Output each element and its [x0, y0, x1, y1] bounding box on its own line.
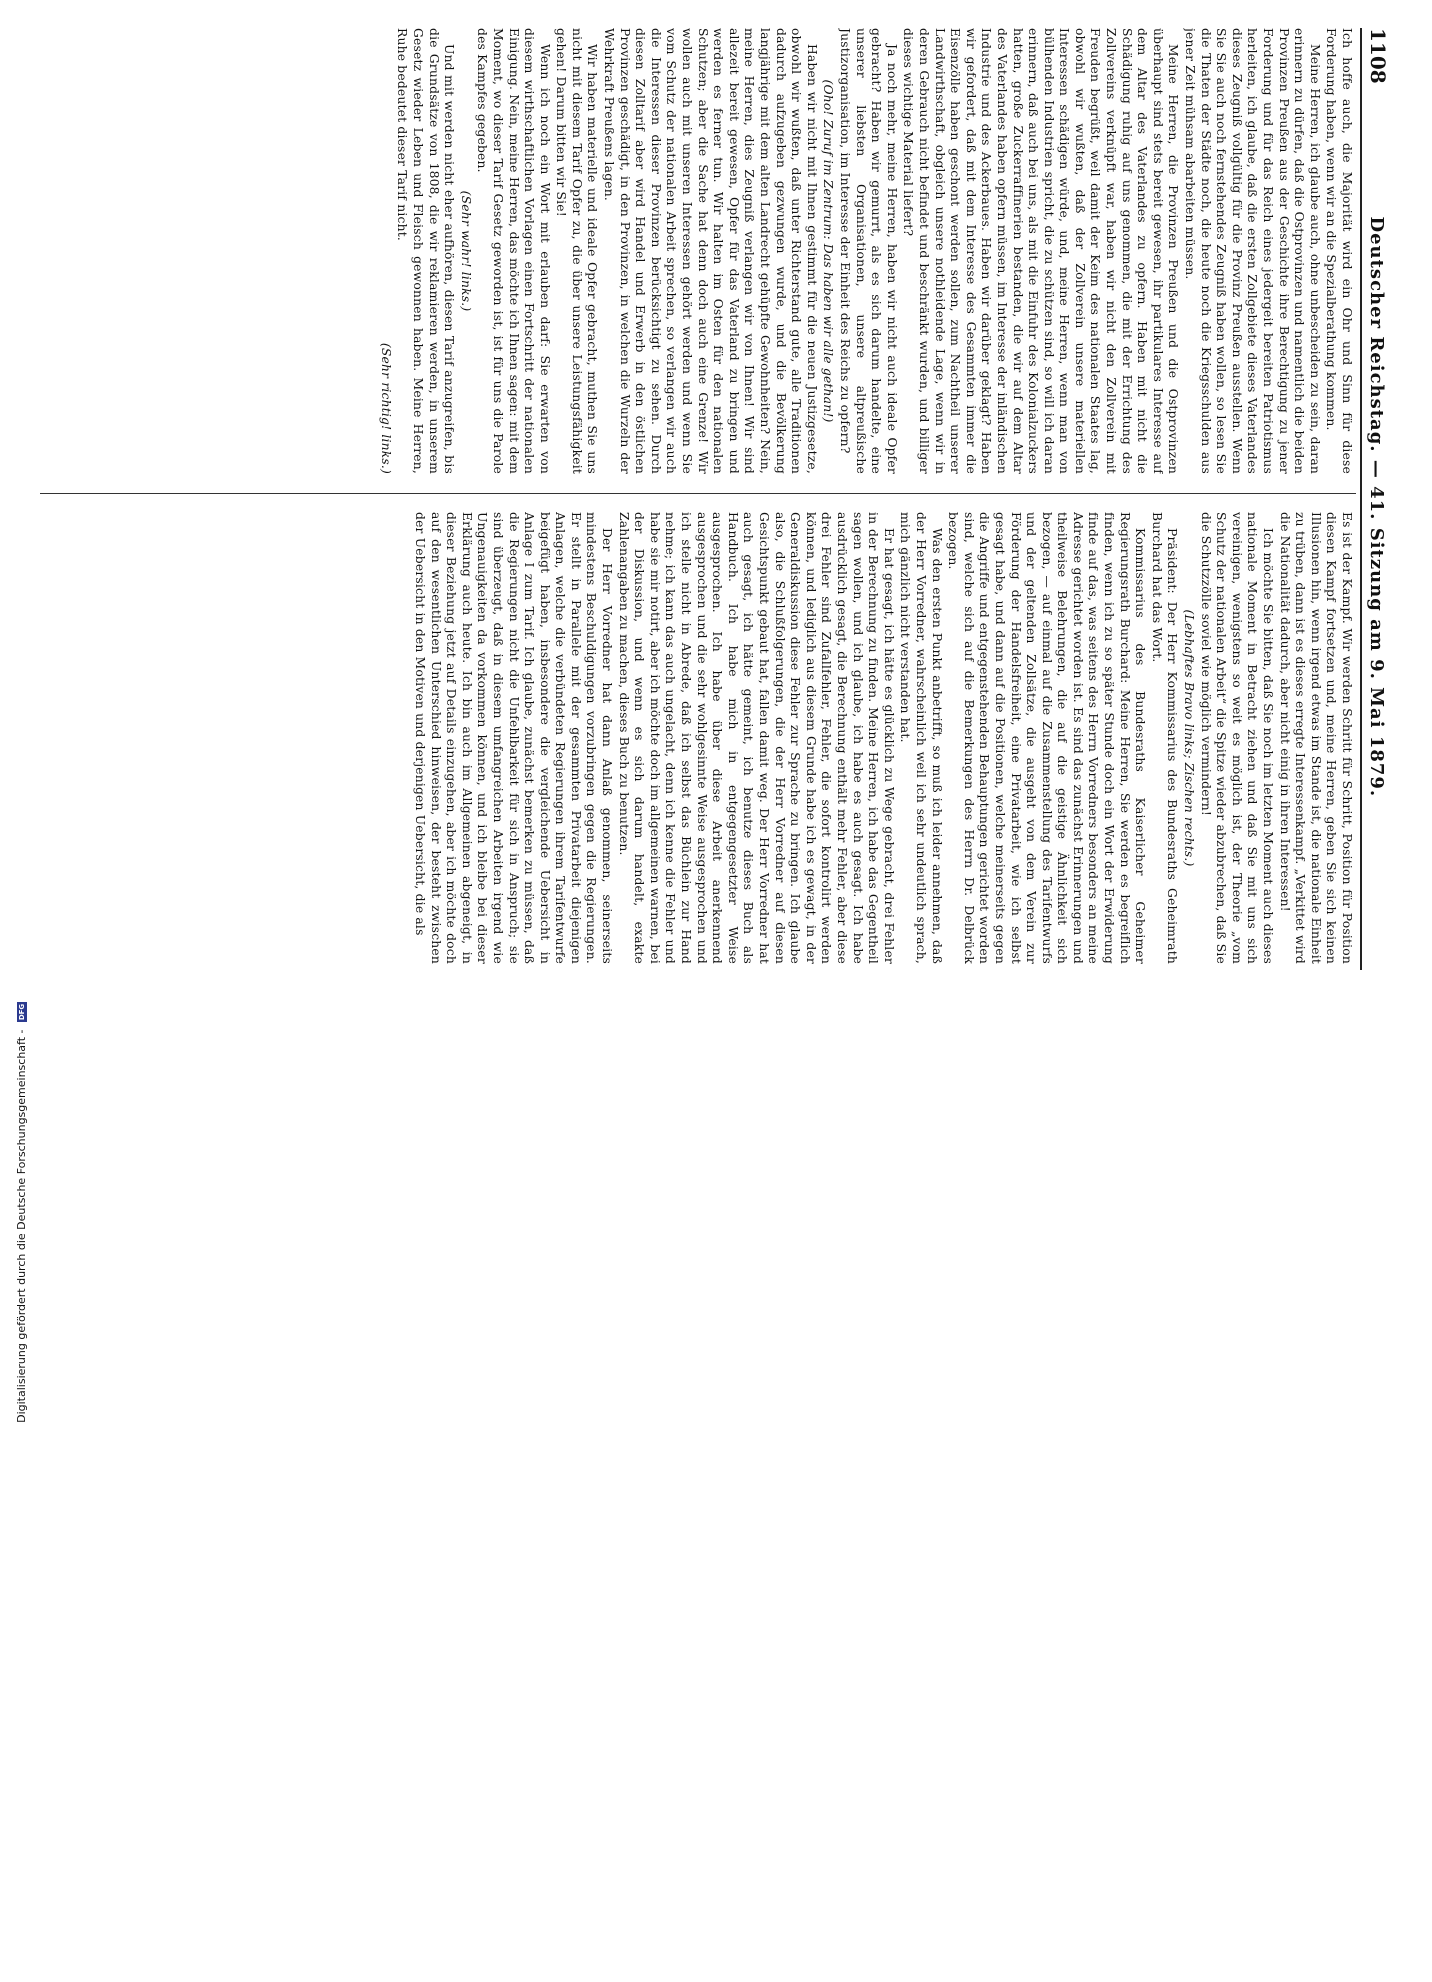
paragraph: Haben wir nicht mit Ihnen gestimmt für die neuen Justizgesetze, obwohl wir wußten, daß unter Richterstand gute, alle Traditionen dadurch aufzugeben gezwungen wurde, und die Bevölkerung langjährige mit dem alten Landrecht gehüpfte Gewohnheiten? Nein, meine Herren, dies Zeugniß verlangen wir von Ihnen! Wir sind allezeit bereit gewesen, Opfer für das Vaterland zu bringen und werden es ferner tun. Wir halten im Osten für den nationalen Schutzen; aber die Sache hat denn doch auch eine Grenze! Wir wollen auch mit unseren Interessen gehört werden und wenn Sie vom Schutz der nationalen Arbeit sprechen, so verlangen wir auch die Interessen dieser Provinzen berücksichtigt zu sehen. Durch diesen Zolltarif aber wird Handel und Erwerb in den östlichen Provinzen geschädigt, in den Provinzen, in welchen die Wurzeln der Wehrkraft Preußens lagen. — [602, 28, 819, 474]
paragraph: Wenn ich noch ein Wort mit erlauben darf: Sie erwarten von diesem wirthschaftlichen Vorlagen einen Fortschritt der nationalen Einigung. Nein, meine Herren, das möchte ich Ihnen sagen: mit dem Moment, wo dieser Tarif Gesetz geworden ist, ist für uns die Parole des Kampfes gegeben. — [475, 28, 552, 474]
paragraph: Was den ersten Punkt anbetrifft, so muß ich leider annehmen, daß der Herr Vorredner, wahrscheinlich weil ich sehr undeutlich sprach, mich gänzlich nicht verstanden hat. — [898, 512, 944, 964]
paragraph: Ich hoffe auch, die Majorität wird ein Ohr und Sinn für diese Forderung haben, wenn wir an die Spezialberathung kommen. — [1324, 28, 1354, 474]
footer — [14, 982, 32, 1982]
column-divider — [40, 493, 1356, 494]
right-column — [60, 512, 1354, 964]
paragraph: Präsident: Der Herr Kommissarius des Bundesraths Geheimrath Burchard hat das Wort. — [1149, 512, 1180, 964]
paragraph: Der Herr Vorredner hat dann Anlaß genommen, seinerseits mindestens Beschuldigungen vorzubringen gegen die Regierungen. Er stellt in Parallele mit der gesammten Privatarbeit diejenigen Anlagen, welche die verbündeten Regierungen ihrem Tarifentwurfe beigefügt haben, insbesondere die vergleichende Uebersicht in Anlage I zum Tarif. Ich glaube, zunächst bemerken zu müssen, daß die Regierungen nicht die Unfehlbarkeit für sich in Anspruch; sie sind überzeugt, daß in diesem umfangreichen Arbeiten irgend wie Ungenauigkeiten da vorkommen können, und ich bleibe bei dieser Erklärung auch heute. Ich bin auch im Allgemeinen abgeneigt, in dieser Beziehung jetzt auf Details einzugehen, aber ich möchte doch auf den wesentlichen Unterschied hinweisen, der besteht zwischen der Uebersicht in den Motiven und derjenigen Uebersicht, die als — [412, 512, 615, 964]
left-column — [60, 28, 1354, 474]
paragraph: Ich möchte Sie bitten, daß Sie noch im letzten Moment auch dieses nationale Moment in Betracht ziehen und daß Sie mit uns sich vereinigen, wenigstens so weit es möglich ist, der Theorie „vom Schutz der nationalen Arbeit“ die Spitze wieder abzubrechen, daß Sie die Schutzzölle soviel wie möglich vermindern! — [1198, 512, 1276, 964]
paragraph: (Lebhaftes Bravo links; Zischen rechts.) — [1182, 609, 1197, 867]
footer-text: Digitalisierung gefördert durch die Deutsche Forschungsgemeinschaft - — [15, 1029, 28, 1423]
paragraph: Meine Herren, ich glaube auch, ohne unbescheiden zu sein, daran erinnern zu dürfen, daß die Ostprovinzen und namentlich die beiden Provinzen Preußen aus der Geschichte ihre Berechtigung zu jener Forderung und für das Reich eines jedergeit bereiten Patriotismus herleiten, ich glaube, daß die ersten Zollgebiete dieses Vaterlandes dieses Zeugniß vollgültig für die Provinz Preußen ausstellen. Wenn Sie Sie auch noch fernstehendes Zeugniß haben wollen, so lesen Sie die Thaten der Städte noch, die heute noch die Kriegsschulden aus jener Zeit mühsam abarbeiten müssen. — [1183, 28, 1322, 474]
running-title: Deutscher Reichstag. — 41. Sitzung am 9. Mai 1879. — [1366, 216, 1387, 798]
paragraph: Und mit werden nicht eher aufhören, diesen Tarif anzugreifen, bis die Grundsätze von 1808, die wir reklamieren werden, in unserem Gesetz wieder Leben und Fleisch gewonnen haben. Meine Herren, Ruhe bedeutet dieser Tarif nicht. — [395, 28, 457, 474]
paragraph: (Sehr richtig! links.) — [378, 342, 393, 474]
dfg-logo: DFG — [18, 1003, 26, 1021]
paragraph: (Sehr wahr! links.) — [458, 190, 473, 312]
paragraph: Es ist der Kampf. Wir werden Schritt für Schritt, Position für Position diesen Kampf fortsetzen und, meine Herren, geben Sie sich keinen Illusionen hin, wenn irgend etwas im Stande ist, die nationale Einheit zu trüben, dann ist es dieses erregte Interessenkampf. „Verkittet wird die Nationalität dadurch, aber nicht einig in ihren Interessen! — [1277, 512, 1354, 964]
paragraph: Meine Herren, die Provinzen Preußen und die Ostprovinzen überhaupt sind stets bereit gewesen, ihr partikulares Interesse auf dem Altar des Vaterlandes zu opfern. Haben mit nicht die Schädigung ruhig auf uns genommen, die mit der Errichtung des Zollvereins verknüpft war, haben wir nicht den Zollverein mit Freuden begrüßt, weil damit der Keim des nationalen Staates lag, obwohl wir wußten, daß der Zollverein unsere materiellen Interessen schädigen würde, und, meine Herren, wenn man von bülhenden Industrien spricht, die zu schützen sind, so will ich daran erinnern, daß auch bei uns, als mit die Einfuhr des Kolonialzuckers hatten, große Zuckerraffinerien bestanden, die wir auf dem Altar des Vaterlandes haben opfern müssen, im Interesse der inländischen Industrie und des Ackerbaues. Haben wir darüber geklagt? Haben wir gefordert, daß mit dem Interesse des Gesammten immer die Eisenzölle haben geschont werden sollen, zum Nachtheil unserer Landwirthschaft, obgleich unsere nothleidende Lage, wenn wir in deren Gebrauch nicht befindet und beschränkt wurden, und billiger dieses wichtige Material liefert? — [901, 28, 1181, 474]
paragraph: Kommissarius des Bundesraths Kaiserlicher Geheimer Regierungsrath Burchard: Meine Herren, Sie werden es begreiflich finden, wenn ich zu so später Stunde doch ein Wort der Erwiderung finde auf das, was seitens des Herrn Vorredners besonders an meine Adresse gerichtet worden ist. Es sind das zunächst Erinnerungen und theilweise Belehrungen, die auf die geistige Ähnlichkeit sich bezogen, — auf einmal auf die Zusammenstellung des Tarifentwurfs und der geltenden Zollsätze, die ausgeht von dem Verein zur Förderung der Handelsfreiheit, eine Privatarbeit, wie ich selbst gesagt habe, und dann auf die Positionen, welche meinerseits gegen die Angriffe und entgegenstehenden Behauptungen gerichtet worden sind, welche sich auf die Bemerkungen des Herrn Dr. Delbrück bezogen. — [946, 512, 1148, 964]
page-header — [1360, 28, 1406, 970]
paragraph: Wir haben materielle und ideale Opfer gebracht, muthen Sie uns nicht mit diesem Tarif Opfer zu, die über unsere Leistungsfähigkeit gehen! Darum bitten wir Sie! — [554, 28, 600, 474]
paragraph: (Oho! Zuruf im Zentrum: Das haben wir alle gethan!) — [821, 79, 836, 423]
paragraph: Ja noch mehr, meine Herren, haben wir nicht auch ideale Opfer gebracht? Haben wir gemurrt, als es sich darum handelte, eine unserer liebsten Organisationen, unsere altpreußische Justizorganisation, im Interesse der Einheit des Reichs zu opfern? — [838, 28, 899, 474]
footer-credit — [15, 1002, 28, 1423]
paragraph: Er hat gesagt, ich hätte es glücklich zu Wege gebracht, drei Fehler in der Berechnung zu finden. Meine Herren, ich habe das Gegentheil sagen wollen, und ich glaube, ich habe es auch gesagt. Ich habe ausdrücklich gesagt, die Berechnung enthält mehr Fehler, aber diese drei Fehler sind Zufallfehler, Fehler, die sofort kontrolirt werden können, und lediglich aus diesem Grunde habe ich es gewagt, in der Generaldiskussion diese Fehler zur Sprache zu bringen. Ich glaube also, die Schlußfolgerungen, die der Herr Vorredner auf diesen Gesichtspunkt gebaut hat, fallen damit weg. Der Herr Vorredner hat auch gesagt, ich hätte gemeint, ich benutze dieses Buch als Handbuch. Ich habe mich in entgegengesetzter Weise ausgesprochen. Ich habe über diese Arbeit anerkennend ausgesprochen und die sehr wohlgesinnte Weise ausgesprochen und ich stelle nicht in Abrede, daß ich selbst das Büchlein zur Hand nehme; ich kann das auch ungelacht, denn ich kenne die Fehler und habe sie mir notirt, aber ich möchte doch im allgemeinen warnen, bei der Diskussion, und wenn es sich darum handelt, exakte Zahlenangaben zu machen, dieses Buch zu benutzen. — [616, 512, 896, 964]
page-number: 1108 — [1366, 28, 1390, 84]
